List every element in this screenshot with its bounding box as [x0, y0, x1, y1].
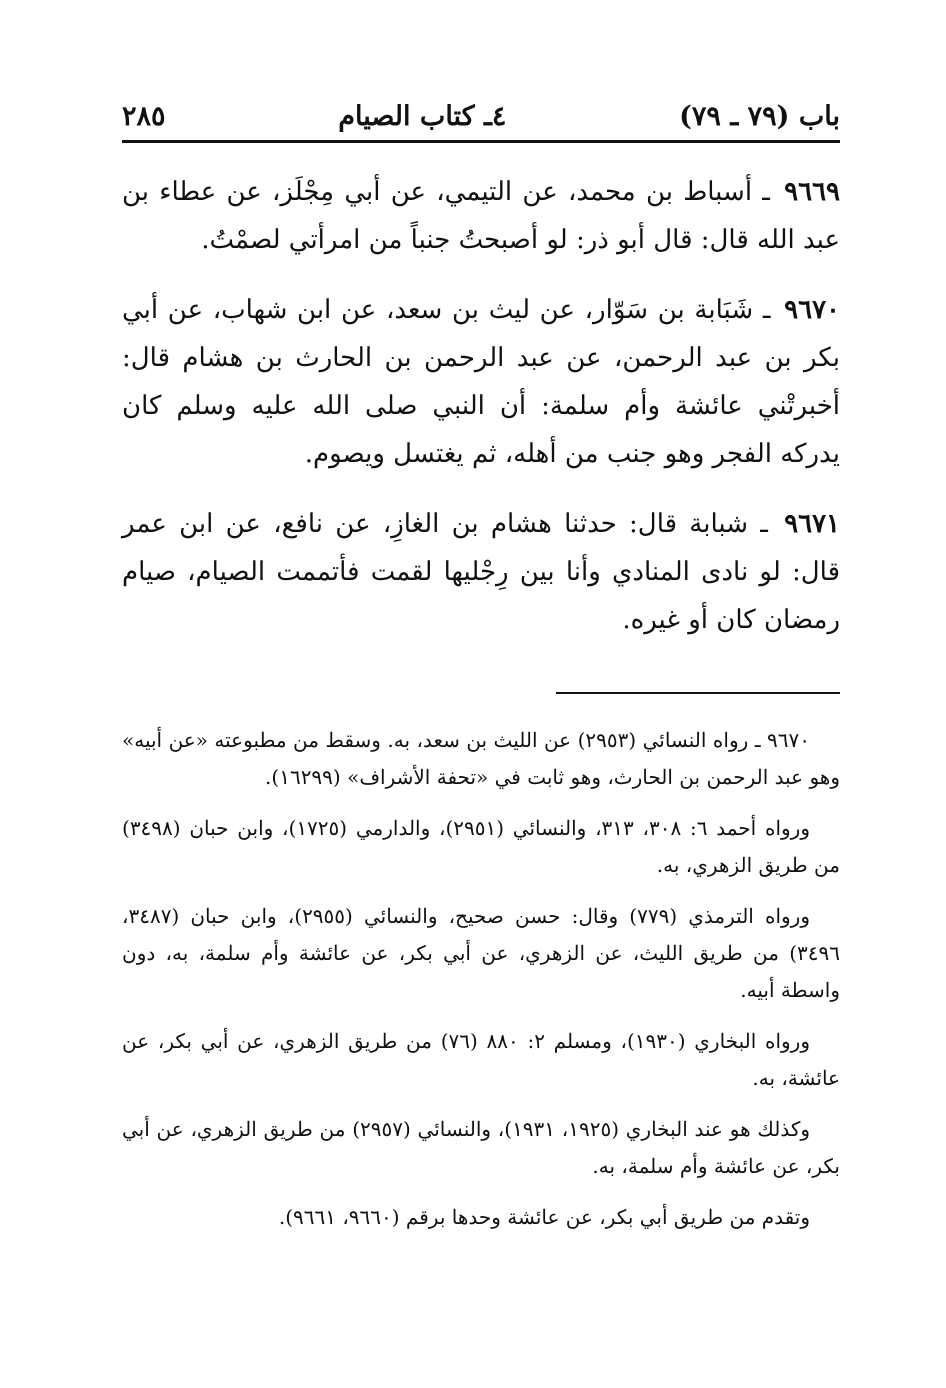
hadith-number: ٩٦٦٩	[784, 177, 841, 207]
footnote: وتقدم من طريق أبي بكر، عن عائشة وحدها برقم (٩٦٦٠، ٩٦٦١).	[278, 1205, 810, 1229]
footnote: وكذلك هو عند البخاري (١٩٢٥، ١٩٣١)، والنسائي (٢٩٥٧) من طريق الزهري، عن أبي بكر، عن عائشة وأم سلمة، به.	[122, 1117, 840, 1178]
running-title: باب (٧٩ ـ ٧٩)	[679, 101, 840, 132]
footnote: ٩٦٧٠ ـ رواه النسائي (٢٩٥٣) عن الليث بن سعد، به. وسقط من مطبوعته «عن أبيه» وهو عبد الرحمن بن الحارث، وهو ثابت في «تحفة الأشراف» (١٦٢٩٩).	[122, 728, 840, 789]
book-title: ٤ـ كتاب الصيام	[338, 101, 507, 132]
page-header	[122, 88, 840, 132]
main-text	[122, 168, 840, 666]
hadith-9671	[122, 500, 840, 644]
footnote: ورواه الترمذي (٧٧٩) وقال: حسن صحيح، والنسائي (٢٩٥٥)، وابن حبان (٣٤٨٧، ٣٤٩٦) من طريق الليث، عن الزهري، عن أبي بكر، عن عائشة وأم سلمة، به، دون واسطة أبيه.	[122, 904, 840, 1002]
hadith-number: ٩٦٧٠	[784, 295, 840, 325]
hadith-9669	[122, 168, 840, 264]
hadith-text: ـ أسباط بن محمد، عن التيمي، عن أبي مِجْلَز، عن عطاء بن عبد الله قال: قال أبو ذر: لو أصبحتُ جنباً من امرأتي لصمْتُ.	[122, 177, 840, 255]
page-number: ٢٨٥	[122, 101, 166, 132]
footnotes	[122, 722, 840, 1250]
hadith-text: ـ شَبَابة بن سَوّار، عن ليث بن سعد، عن ابن شهاب، عن أبي بكر بن عبد الرحمن، عن عبد الرحمن بن الحارث بن هشام قال: أخبرتْني عائشة وأم سلمة: أن النبي صلى الله عليه وسلم كان يدركه الفجر وهو جنب من أهله، ثم يغتسل ويصوم.	[122, 295, 840, 469]
hadith-text: ـ شبابة قال: حدثنا هشام بن الغازِ، عن نافع، عن ابن عمر قال: لو نادى المنادي وأنا بين رِجْليها لقمت فأتممت الصيام، صيام رمضان كان أو غيره.	[122, 509, 840, 635]
footnote: ورواه أحمد ٦: ٣٠٨، ٣١٣، والنسائي (٢٩٥١)، والدارمي (١٧٢٥)، وابن حبان (٣٤٩٨) من طريق الزهري، به.	[122, 816, 840, 877]
footnote: ورواه البخاري (١٩٣٠)، ومسلم ٢: ٨٨٠ (٧٦) من طريق الزهري، عن أبي بكر، عن عائشة، به.	[122, 1029, 840, 1090]
hadith-9670	[122, 286, 840, 478]
hadith-number: ٩٦٧١	[784, 509, 840, 539]
footnote-separator	[556, 692, 840, 694]
header-rule	[122, 140, 840, 143]
